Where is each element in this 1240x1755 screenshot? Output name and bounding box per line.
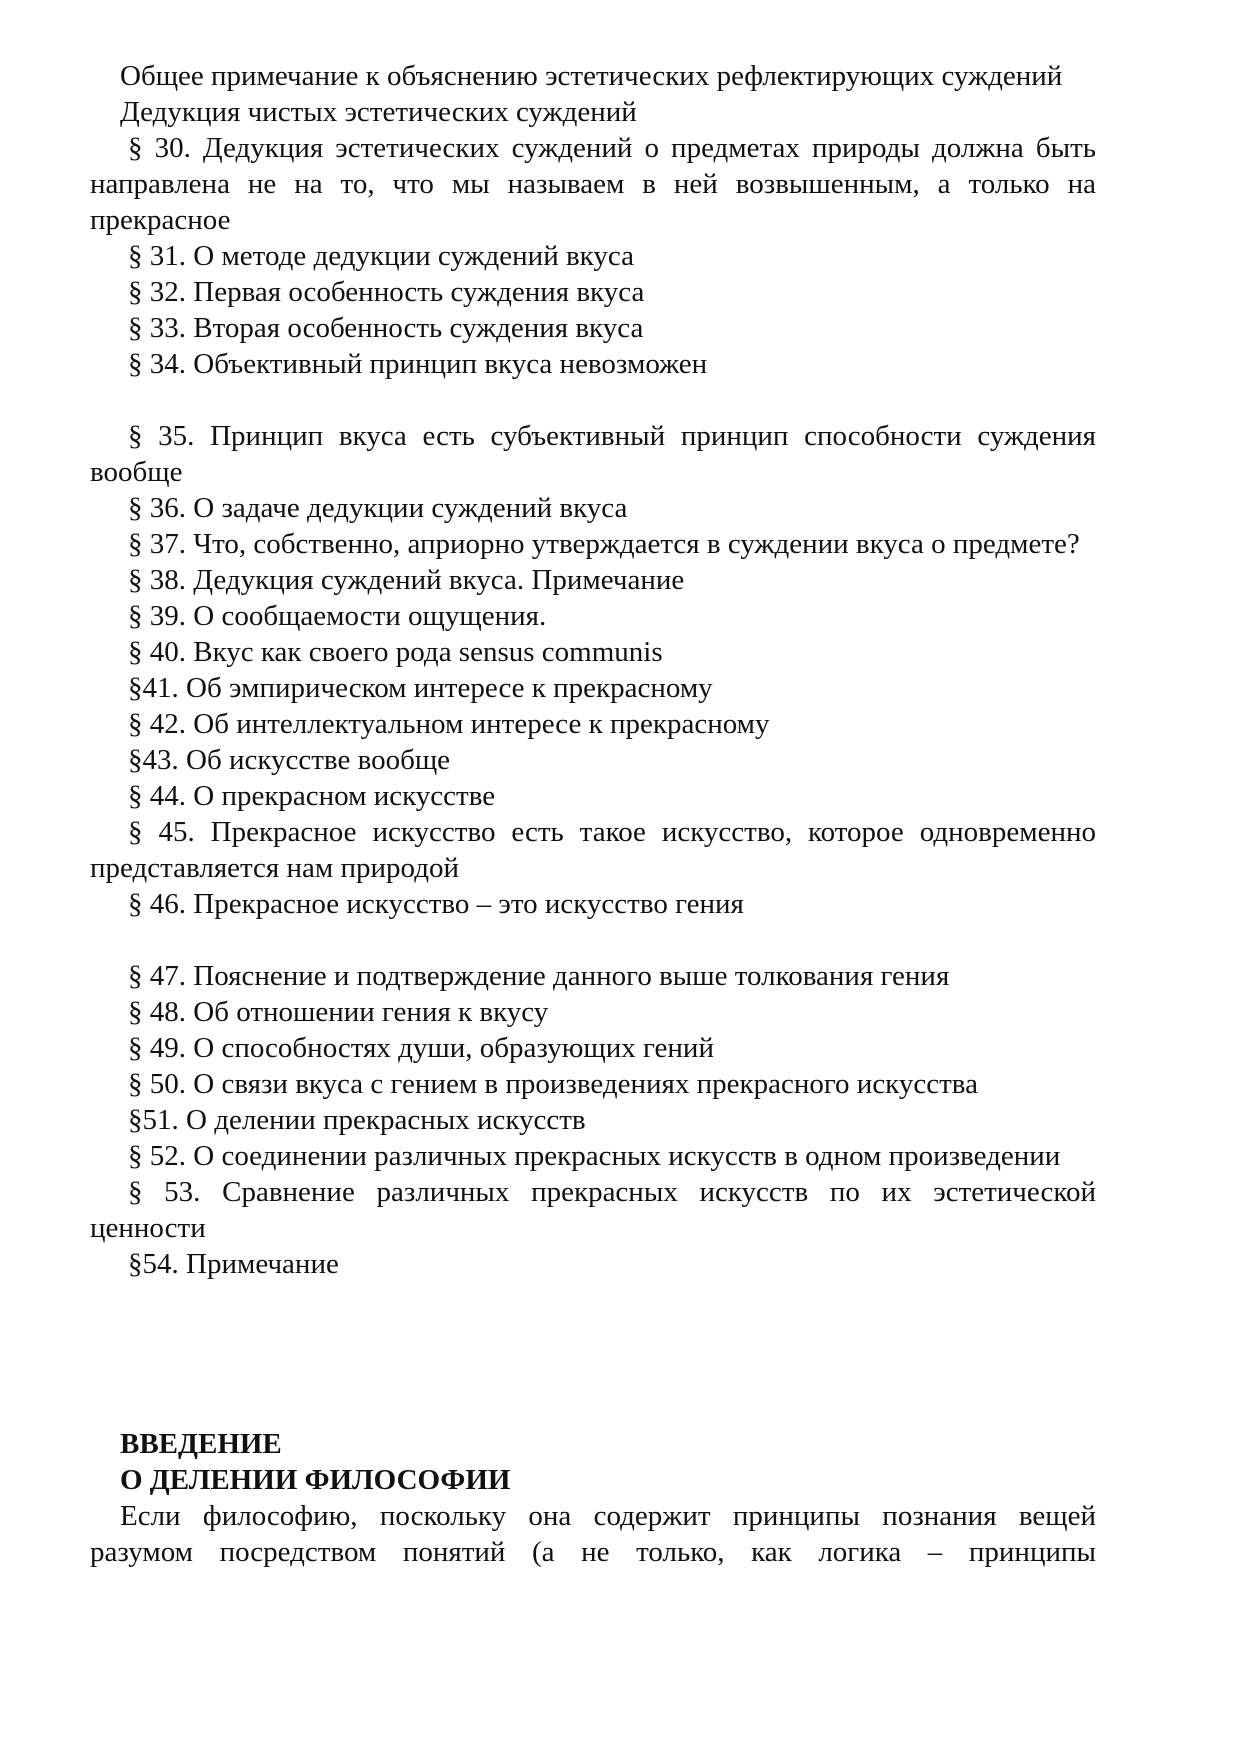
toc-entry: § 34. Объективный принцип вкуса невозможен (128, 348, 708, 380)
toc-entry: § 44. О прекрасном искусстве (128, 780, 496, 812)
toc-entry: § 50. О связи вкуса с гением в произведениях прекрасного искусства (128, 1068, 978, 1100)
toc-entry: §54. Примечание (128, 1248, 339, 1280)
toc-entry: Общее примечание к объяснению эстетических рефлектирующих суждений (120, 60, 1063, 92)
toc-entry: § 38. Дедукция суждений вкуса. Примечание (128, 564, 685, 596)
toc-entry: §41. Об эмпирическом интересе к прекрасному (128, 672, 713, 704)
body-paragraph: Если философию, поскольку она содержит принципы познания вещей разумом посредством понятий (а не только, как логика – принципы (90, 1500, 1096, 1568)
toc-entry: §43. Об искусстве вообще (128, 744, 451, 776)
toc-entry: § 45. Прекрасное искусство есть такое искусство, которое одновременно представляется нам природой (90, 816, 1096, 884)
toc-entry: § 31. О методе дедукции суждений вкуса (128, 240, 634, 272)
toc-entry: § 30. Дедукция эстетических суждений о предметах природы должна быть направлена не на то, что мы называем в ней возвышенным, а только на прекрасное (90, 132, 1096, 236)
toc-entry: § 37. Что, собственно, априорно утверждается в суждении вкуса о предмете? (128, 528, 1080, 560)
toc-entry: § 35. Принцип вкуса есть субъективный принцип способности суждения вообще (90, 420, 1096, 488)
table-of-contents (90, 58, 1096, 1282)
toc-entry: § 32. Первая особенность суждения вкуса (128, 276, 645, 308)
toc-entry: § 36. О задаче дедукции суждений вкуса (128, 492, 628, 524)
document-page (90, 58, 1096, 1570)
blank-line (90, 382, 1096, 418)
toc-entry: Дедукция чистых эстетических суждений (120, 96, 637, 128)
toc-entry: §51. О делении прекрасных искусств (128, 1104, 586, 1136)
toc-entry: § 40. Вкус как своего рода sensus communis (128, 636, 663, 668)
toc-entry: § 53. Сравнение различных прекрасных искусств по их эстетической ценности (90, 1176, 1096, 1244)
section-subheading: О ДЕЛЕНИИ ФИЛОСОФИИ (120, 1464, 511, 1496)
toc-entry: § 49. О способностях души, образующих гений (128, 1032, 714, 1064)
toc-entry: § 42. Об интеллектуальном интересе к прекрасному (128, 708, 770, 740)
section-heading: ВВЕДЕНИЕ (120, 1428, 282, 1460)
toc-entry: § 48. Об отношении гения к вкусу (128, 996, 549, 1028)
toc-entry: § 33. Вторая особенность суждения вкуса (128, 312, 644, 344)
spacer (90, 1282, 1096, 1426)
toc-entry: § 39. О сообщаемости ощущения. (128, 600, 547, 632)
toc-entry: § 52. О соединении различных прекрасных искусств в одном произведении (128, 1140, 1061, 1172)
toc-entry: § 47. Пояснение и подтверждение данного выше толкования гения (128, 960, 950, 992)
blank-line (90, 922, 1096, 958)
toc-entry: § 46. Прекрасное искусство – это искусство гения (128, 888, 744, 920)
